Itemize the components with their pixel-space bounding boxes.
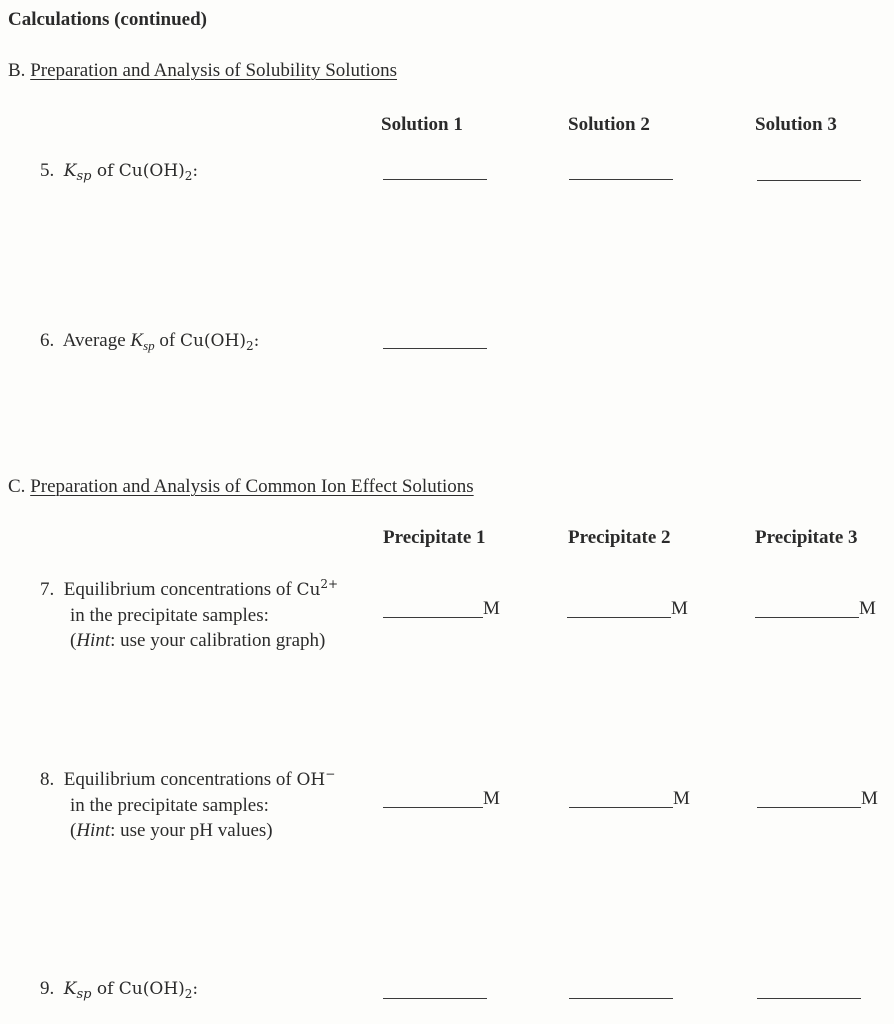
ksp-symbol: K <box>130 330 144 351</box>
ion-formula: OH <box>296 770 326 790</box>
column-header-precipitate-3: Precipitate 3 <box>755 527 858 548</box>
ion-formula: Cu <box>296 580 321 600</box>
formula-subscript: 2 <box>184 169 193 183</box>
q7-answer-precipitate-2[interactable] <box>567 617 671 618</box>
of-text: of <box>154 330 180 351</box>
section-b-letter: B. <box>8 60 26 81</box>
column-header-solution-1: Solution 1 <box>381 114 463 135</box>
hint-label: Hint <box>76 630 111 651</box>
question-8-number: 8. <box>40 769 55 790</box>
question-7-hint <box>40 628 338 653</box>
question-8-line-1: Equilibrium concentrations of <box>63 769 297 790</box>
ksp-subscript: sp <box>143 338 155 353</box>
section-c-letter: C. <box>8 476 26 497</box>
section-b-heading <box>8 60 397 82</box>
q5-answer-solution-3[interactable] <box>757 180 861 181</box>
section-c-title: Preparation and Analysis of Common Ion Effect Solutions <box>30 476 474 497</box>
hint-paren: ( <box>70 630 77 651</box>
q7-unit-1: M <box>483 598 500 619</box>
question-6-prefix: Average <box>62 330 131 351</box>
section-c-heading <box>8 476 474 498</box>
q7-answer-precipitate-1[interactable] <box>383 617 483 618</box>
q7-answer-precipitate-3[interactable] <box>755 617 859 618</box>
ion-charge: 2+ <box>320 577 339 591</box>
of-text: of <box>91 979 119 999</box>
q5-answer-solution-1[interactable] <box>383 179 487 180</box>
formula-text: Cu(OH) <box>118 979 185 999</box>
hint-text: : use your pH values) <box>110 820 273 841</box>
of-text: of <box>91 161 119 181</box>
ion-charge: − <box>325 767 336 781</box>
ksp-symbol: K <box>63 979 77 999</box>
q8-unit-2: M <box>673 788 690 809</box>
question-8-label <box>40 762 335 843</box>
question-8-line-2: in the precipitate samples: <box>70 795 269 816</box>
question-9-number: 9. <box>40 978 55 999</box>
q8-answer-precipitate-1[interactable] <box>383 807 483 808</box>
question-8-hint <box>40 818 335 843</box>
question-6-label <box>40 330 259 354</box>
page-title: Calculations (continued) <box>8 9 207 30</box>
q8-unit-1: M <box>483 788 500 809</box>
ksp-subscript: sp <box>76 169 92 184</box>
q7-unit-2: M <box>671 598 688 619</box>
formula-text: Cu(OH) <box>118 161 185 181</box>
column-header-solution-3: Solution 3 <box>755 114 837 135</box>
q9-answer-precipitate-2[interactable] <box>569 998 673 999</box>
formula-subscript: 2 <box>184 987 193 1001</box>
hint-paren: ( <box>70 820 77 841</box>
ksp-subscript: sp <box>76 987 92 1002</box>
q5-answer-solution-2[interactable] <box>569 179 673 180</box>
question-7-label <box>40 572 338 653</box>
question-7-line-2: in the precipitate samples: <box>70 605 269 626</box>
q8-answer-precipitate-2[interactable] <box>569 807 673 808</box>
colon-text: : <box>253 331 260 351</box>
question-9-label <box>40 978 198 1002</box>
question-5-number: 5. <box>40 160 55 181</box>
section-b-title: Preparation and Analysis of Solubility Solutions <box>30 60 397 81</box>
q9-answer-precipitate-1[interactable] <box>383 998 487 999</box>
question-6-number: 6. <box>40 330 55 351</box>
question-7-number: 7. <box>40 579 55 600</box>
formula-text: Cu(OH) <box>179 331 246 351</box>
hint-text: : use your calibration graph) <box>110 630 326 651</box>
q6-answer-average[interactable] <box>383 348 487 349</box>
colon-text: : <box>192 161 199 181</box>
question-5-label <box>40 160 198 184</box>
column-header-solution-2: Solution 2 <box>568 114 650 135</box>
ksp-symbol: K <box>63 161 77 181</box>
formula-subscript: 2 <box>245 339 254 353</box>
q8-answer-precipitate-3[interactable] <box>757 807 861 808</box>
column-header-precipitate-1: Precipitate 1 <box>383 527 486 548</box>
q9-answer-precipitate-3[interactable] <box>757 998 861 999</box>
hint-label: Hint <box>76 820 111 841</box>
colon-text: : <box>192 979 199 999</box>
q8-unit-3: M <box>861 788 878 809</box>
question-7-line-1: Equilibrium concentrations of <box>63 579 297 600</box>
q7-unit-3: M <box>859 598 876 619</box>
column-header-precipitate-2: Precipitate 2 <box>568 527 671 548</box>
